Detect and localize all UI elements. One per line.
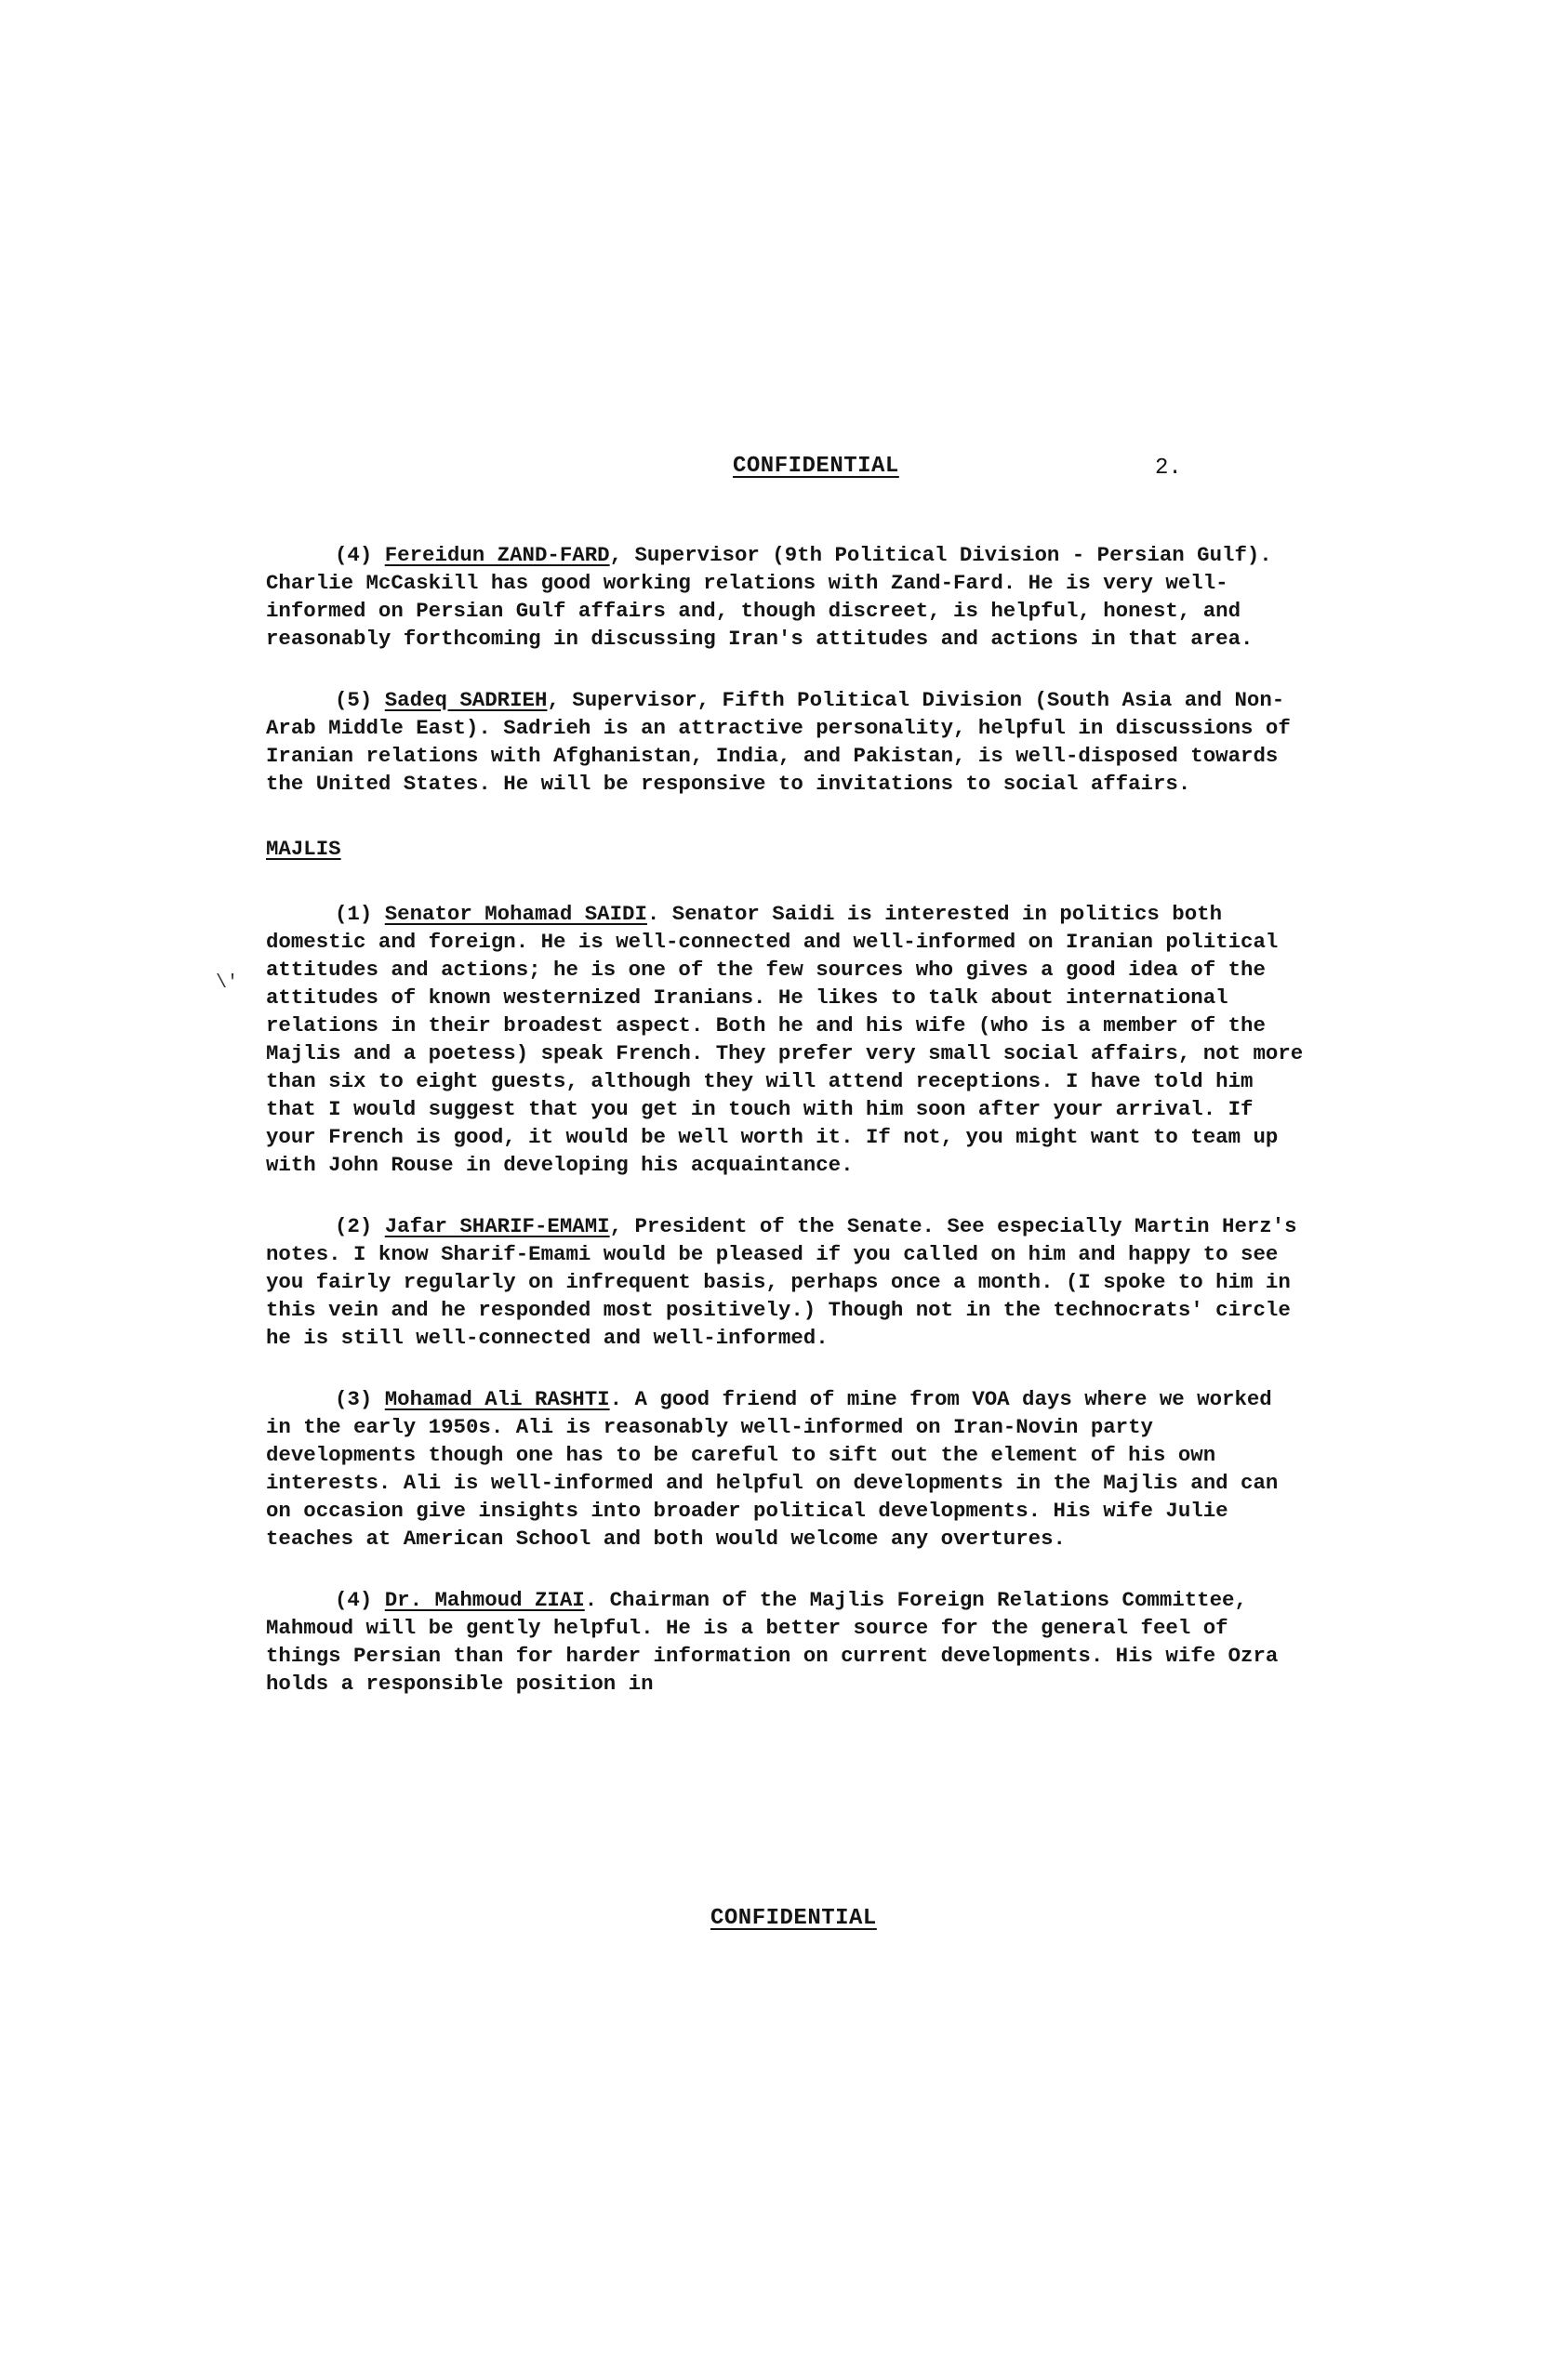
entry-number: (4) [335, 1588, 373, 1612]
entry-number: (2) [335, 1214, 373, 1238]
entry-rashti [266, 1385, 1307, 1553]
entry-ziai [266, 1586, 1307, 1698]
entry-text: , Supervisor, Fifth Political Division (South Asia and Non-Arab Middle East). Sadrieh is an attractive personality, helpful in discussions of Iranian relations with Afghanistan, India, and Pakistan, is well-disposed towards the United States. He will be responsive to invitations to social affairs. [266, 688, 1291, 796]
section-heading-majlis: MAJLIS [266, 837, 341, 861]
page-header [0, 454, 1566, 491]
classification-header: CONFIDENTIAL [733, 454, 899, 479]
person-name: Fereidun ZAND-FARD [384, 543, 610, 567]
entry-saidi [266, 900, 1307, 1179]
person-name: Dr. Mahmoud ZIAI [384, 1588, 585, 1612]
person-name: Senator Mohamad SAIDI [384, 902, 647, 926]
entry-text: . Senator Saidi is interested in politics both domestic and foreign. He is well-connected and well-informed on Iranian political attitudes and actions; he is one of the few sources who gives a good idea of the attitudes of known westernized Iranians. He likes to talk about international relations in their broadest aspect. Both he and his wife (who is a member of the Majlis and a poetess) speak French. They prefer very small social affairs, not more than six to eight guests, although they will attend receptions. I have told him that I would suggest that you get in touch with him soon after your arrival. If your French is good, it would be well worth it. If not, you might want to team up with John Rouse in developing his acquaintance. [266, 902, 1304, 1177]
person-name: Sadeq SADRIEH [384, 688, 548, 712]
entry-number: (3) [335, 1387, 373, 1411]
entry-text: . Chairman of the Majlis Foreign Relations Committee, Mahmoud will be gently helpful. He is a better source for the general feel of things Persian than for harder information on current developments. His wife Ozra holds a responsible position in [266, 1588, 1279, 1696]
document-body [266, 541, 1307, 1731]
entry-sharif-emami [266, 1212, 1307, 1352]
entry-number: (4) [335, 543, 373, 567]
person-name: Mohamad Ali RASHTI [384, 1387, 610, 1411]
entry-number: (5) [335, 688, 373, 712]
entry-zand-fard [266, 541, 1307, 653]
classification-footer: CONFIDENTIAL [710, 1906, 877, 1931]
entry-number: (1) [335, 902, 373, 926]
entry-text: . A good friend of mine from VOA days where we worked in the early 1950s. Ali is reasonably well-informed on Iran-Novin party developments though one has to be careful to sift out the element of his own interests. Ali is well-informed and helpful on developments in the Majlis and can on occasion give insights into broader political developments. His wife Julie teaches at American School and both would welcome any overtures. [266, 1387, 1279, 1551]
entry-sadrieh [266, 686, 1307, 798]
page-footer [0, 1906, 1566, 1943]
entry-text: , Supervisor (9th Political Division - Persian Gulf). Charlie McCaskill has good working relations with Zand-Fard. He is very well-informed on Persian Gulf affairs and, though discreet, is helpful, honest, and reasonably forthcoming in discussing Iran's attitudes and actions in that area. [266, 543, 1272, 651]
page-number: 2. [1155, 456, 1182, 481]
entry-text: , President of the Senate. See especially Martin Herz's notes. I know Sharif-Emami would be pleased if you called on him and happy to see you fairly regularly on infrequent basis, perhaps once a month. (I spoke to him in this vein and he responded most positively.) Though not in the technocrats' circle he is still well-connected and well-informed. [266, 1214, 1297, 1350]
person-name: Jafar SHARIF-EMAMI [384, 1214, 610, 1238]
margin-check-mark: \' [216, 972, 239, 994]
